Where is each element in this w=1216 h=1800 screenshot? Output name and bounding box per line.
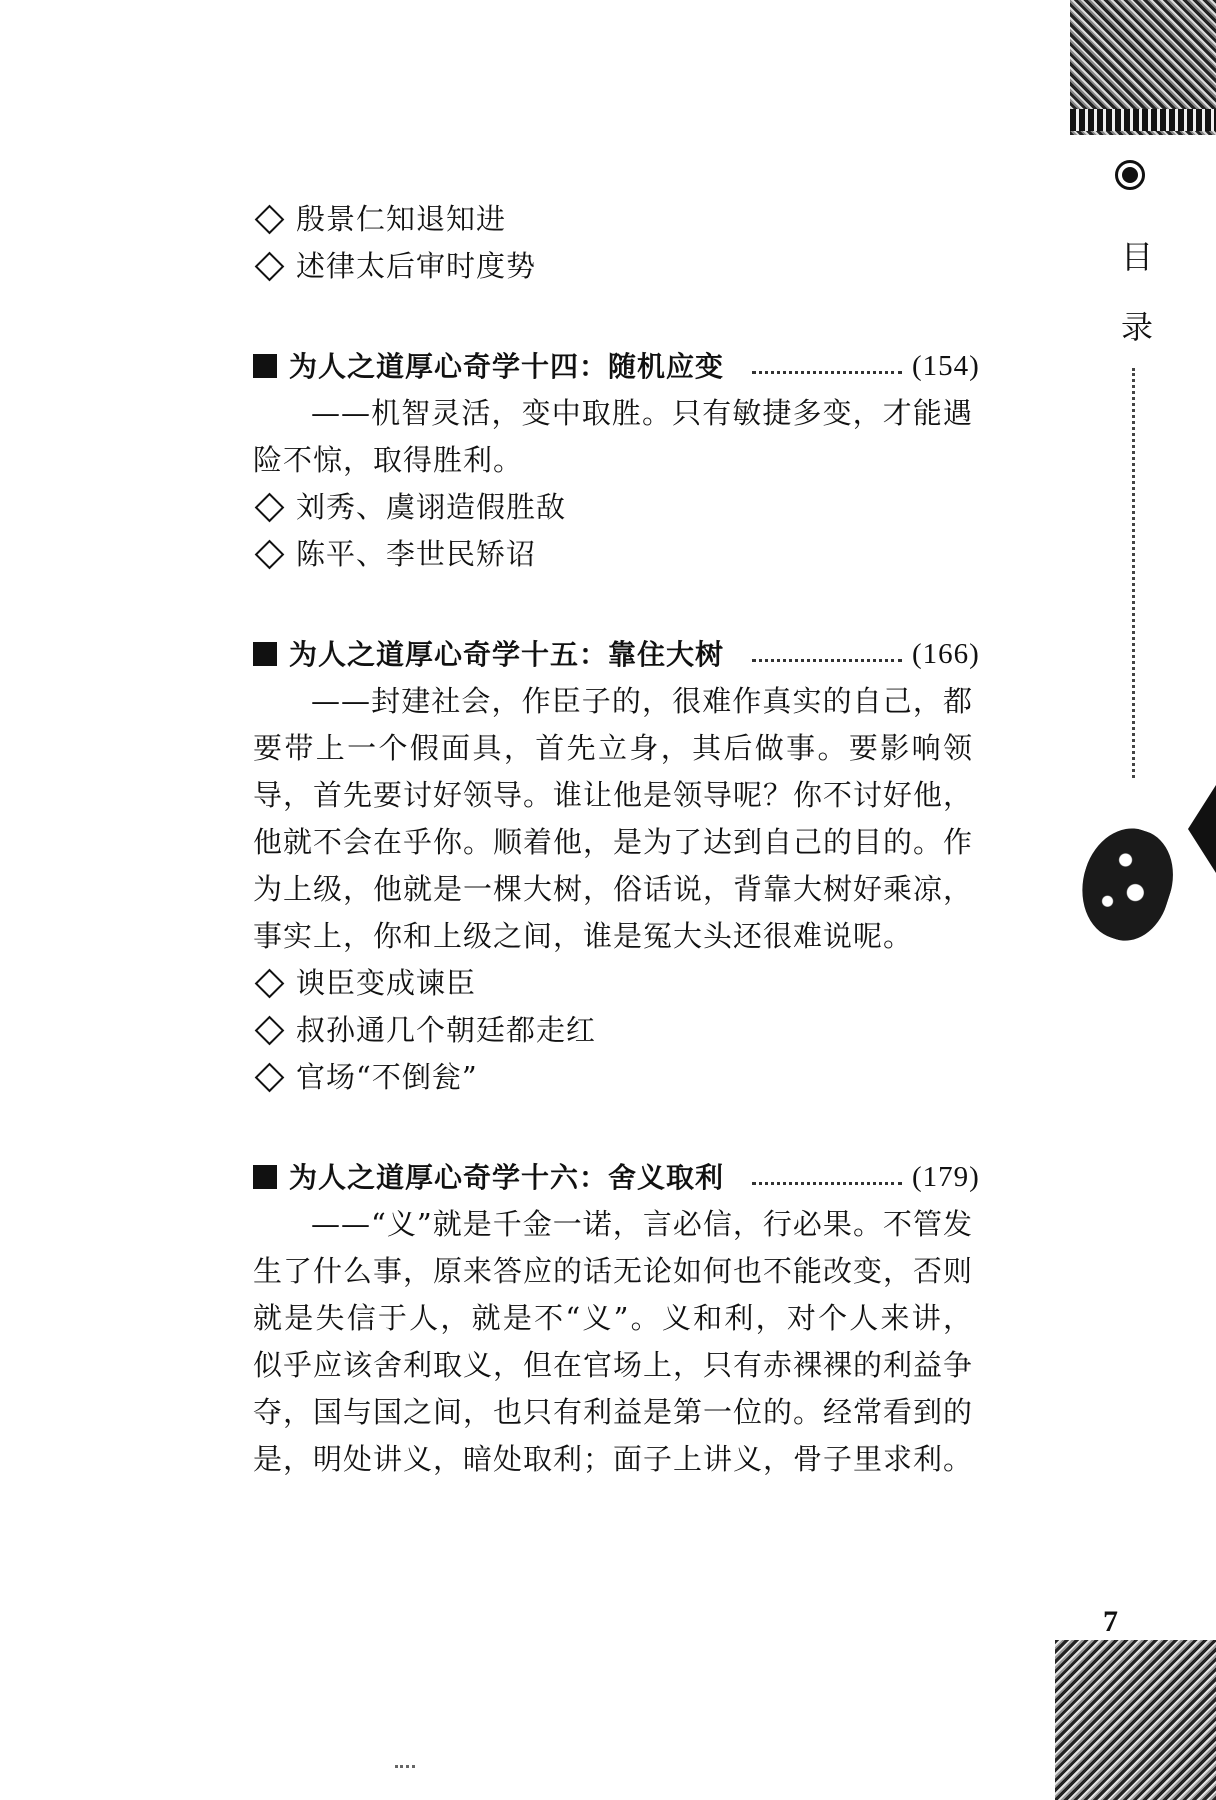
square-bullet-icon	[253, 354, 277, 378]
toc-section-16	[253, 1153, 1013, 1483]
list-item-text: 殷景仁知退知进	[296, 202, 507, 236]
list-item-text: 刘秀、虞诩造假胜敌	[296, 490, 567, 524]
diamond-bullet-icon	[255, 1016, 285, 1046]
section-title: 为人之道厚心奇学十四：随机应变	[289, 349, 725, 383]
list-item-text: 叔孙通几个朝廷都走红	[296, 1013, 597, 1047]
sidebar-dotted-rule	[1132, 368, 1135, 778]
intro-list	[253, 196, 1013, 290]
diamond-bullet-icon	[255, 969, 285, 999]
square-bullet-icon	[253, 642, 277, 666]
target-circle-icon	[1115, 160, 1145, 190]
section-title: 为人之道厚心奇学十六：舍义取利	[289, 1160, 725, 1194]
diamond-bullet-icon	[255, 252, 285, 282]
sidebar-label	[1117, 222, 1157, 362]
leader-dots	[752, 1182, 902, 1185]
section-summary: ——封建社会，作臣子的，很难作真实的自己，都要带上一个假面具，首先立身，其后做事。要影响领导，首先要讨好领导。谁让他是领导呢？你不讨好他，他就不会在乎你。顺着他，是为了达到自己的目的。作为上级，他就是一棵大树，俗话说，背靠大树好乘凉，事实上，你和上级之间，谁是冤大头还很难说呢。	[253, 684, 974, 953]
list-item	[253, 960, 1013, 1007]
decorative-seal-emblem-icon	[1068, 817, 1186, 951]
list-item-text: 官场“不倒瓮”	[296, 1060, 478, 1094]
toc-section-15	[253, 630, 1013, 1101]
tab-band	[1070, 109, 1216, 131]
page-number: 7	[1103, 1605, 1118, 1638]
section-title: 为人之道厚心奇学十五：靠住大树	[289, 637, 725, 671]
sidebar-label-top: 目	[1120, 238, 1153, 276]
leader-dots	[752, 371, 902, 374]
scan-mark	[395, 1765, 415, 1768]
section-heading	[253, 342, 1013, 390]
list-item	[253, 243, 1013, 290]
list-item	[253, 196, 1013, 243]
section-page-number: (154)	[912, 349, 980, 382]
square-bullet-icon	[253, 1165, 277, 1189]
leader-dots	[752, 659, 902, 662]
triangle-marker-icon	[1188, 785, 1216, 873]
list-item	[253, 1054, 1013, 1101]
list-item-text: 陈平、李世民矫诏	[296, 537, 537, 571]
list-item-text: 述律太后审时度势	[296, 249, 537, 283]
section-heading	[253, 630, 1013, 678]
diamond-bullet-icon	[255, 1063, 285, 1093]
sidebar-label-bottom: 录	[1120, 308, 1153, 346]
bottom-thumb-tab	[1055, 1640, 1216, 1800]
section-page-number: (179)	[912, 1160, 980, 1193]
list-item	[253, 484, 1013, 531]
section-heading	[253, 1153, 1013, 1201]
diamond-bullet-icon	[255, 205, 285, 235]
list-item	[253, 531, 1013, 578]
toc-content	[253, 196, 1013, 1483]
top-thumb-tab	[1070, 0, 1216, 135]
section-summary: ——机智灵活，变中取胜。只有敏捷多变，才能遇险不惊，取得胜利。	[253, 396, 973, 477]
section-summary: ——“义”就是千金一诺，言必信，行必果。不管发生了什么事，原来答应的话无论如何也不能改变，否则就是失信于人，就是不“义”。义和利，对个人来讲，似乎应该舍利取义，但在官场上，只有赤裸裸的利益争夺，国与国之间，也只有利益是第一位的。经常看到的是，明处讲义，暗处取利；面子上讲义，骨子里求利。	[253, 1207, 974, 1476]
target-circle-dot	[1122, 167, 1138, 183]
diamond-bullet-icon	[255, 493, 285, 523]
toc-section-14	[253, 342, 1013, 578]
list-item	[253, 1007, 1013, 1054]
list-item-text: 谀臣变成谏臣	[296, 966, 477, 1000]
section-page-number: (166)	[912, 637, 980, 670]
diamond-bullet-icon	[255, 540, 285, 570]
